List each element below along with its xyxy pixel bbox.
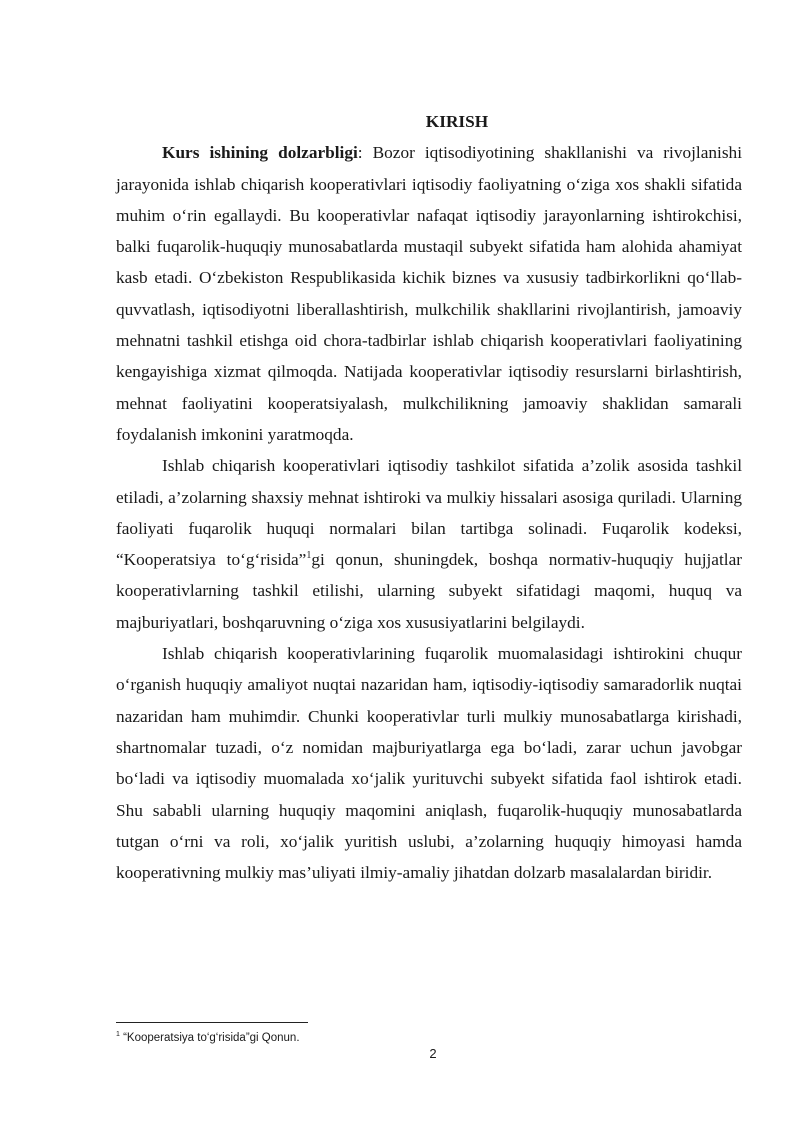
paragraph-2-text-end: gi qonun, shuningdek, boshqa normativ-huquqiy hujjatlar kooperativlarning tashkil etilishi, ularning subyekt sifatidagi maqomi, huquq va majburiyatlari, boshqaruvning o‘ziga xos xususiyatlarini belgilaydi. (116, 550, 742, 632)
footnote-marker: 1 (116, 1031, 120, 1039)
paragraph-3: Ishlab chiqarish kooperativlarining fuqarolik muomalasidagi ishtirokini chuqur o‘rganish huquqiy amaliyot nuqtai nazaridan ham, iqtisodiy-iqtisodiy samaradorlik nuqtai nazaridan ham muhimdir. Chunki kooperativlar turli mulkiy munosabatlarga kirishadi, shartnomalar tuzadi, o‘z nomidan majburiyatlarga ega bo‘ladi, zarar uchun javobgar bo‘ladi va iqtisodiy muomalada xo‘jalik yurituvchi subyekt sifatida faol ishtirok etadi. Shu sababli ularning huquqiy maqomini aniqlash, fuqarolik-huquqiy munosabatlarda tutgan o‘rni va roli, xo‘jalik yuritish uslubi, a’zolarning huquqiy himoyasi hamda kooperativning mulkiy mas’uliyati ilmiy-amaliy jihatdan dolzarb masalalardan biridir. (116, 644, 742, 883)
footnote-reference[interactable]: 1 (306, 550, 312, 562)
paragraph-1-text: : Bozor iqtisodiyotining shakllanishi va rivojlanishi jarayonida ishlab chiqarish kooperativlari iqtisodiy faoliyatning o‘ziga xos shakli sifatida muhim o‘rin egallaydi. Bu kooperativlar nafaqat iqtisodiy jarayonlarning ishtirokchisi, balki fuqarolik-huquqiy munosabatlarda mustaqil subyekt sifatida ham alohida ahamiyat kasb etadi. O‘zbekiston Respublikasida kichik biznes va xususiy tadbirkorlikni qo‘llab-quvvatlash, iqtisodiyotni liberallashtirish, mulkchilik shakllarini rivojlantirish, jamoaviy mehnatni tashkil etishga oid chora-tadbirlar ishlab chiqarish kooperativlari faoliyatining kengayishiga xizmat qilmoqda. Natijada kooperativlar iqtisodiy resurslarni birlashtirish, mehnat faoliyatini kooperatsiyalash, mulkchilikning jamoaviy shaklidan samarali foydalanish imkonini yaratmoqda. (116, 143, 742, 444)
paragraph-2 (116, 450, 742, 638)
paragraph-lead: Kurs ishining dolzarbligi (162, 143, 358, 163)
section-heading: KIRISH (425, 112, 489, 131)
paragraph-2-text-start: Ishlab chiqarish kooperativlari iqtisodiy tashkilot sifatida a’zolik asosida tashkil etiladi, a’zolarning shaxsiy mehnat ishtiroki va mulkiy hissalari asosiga quriladi. Ularning faoliyati fuqarolik huquqi normalari bilan tartibga solinadi. Fuqarolik kodeksi, “Kooperatsiya to‘g‘risida” (116, 456, 742, 570)
footnote-separator (116, 1022, 308, 1023)
paragraph-1 (116, 137, 742, 450)
footnote (116, 1030, 300, 1046)
page-body (116, 106, 742, 888)
page-number: 2 (429, 1046, 437, 1061)
footnote-text: “Kooperatsiya to‘g‘risida”gi Qonun. (119, 1032, 300, 1044)
